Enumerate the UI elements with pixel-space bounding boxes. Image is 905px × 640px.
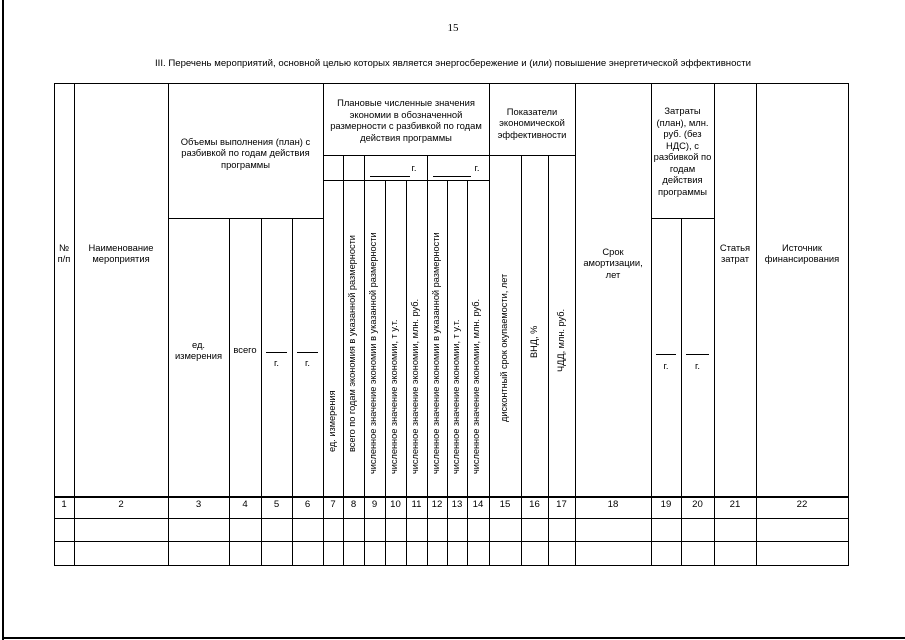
table-numbers-top-double xyxy=(54,497,849,498)
header-total: всего xyxy=(233,344,257,356)
header-savings-tut-a: численное значение экономии, т у.т. xyxy=(389,319,399,474)
header-savings-unit: ед. измерения xyxy=(327,390,337,452)
table-row-line xyxy=(54,518,849,519)
header-costs-year-1: г. xyxy=(663,360,669,372)
header-irr: ВНД, % xyxy=(529,325,539,358)
table-top-border xyxy=(54,83,849,84)
savings-group-line xyxy=(323,155,490,156)
header-npv: ЧДД, млн. руб. xyxy=(556,308,566,372)
header-name: Наименование мероприятия xyxy=(88,241,154,264)
year-blank xyxy=(433,176,471,177)
column-number: 7 xyxy=(330,499,336,510)
table-vline xyxy=(229,218,230,565)
column-number: 11 xyxy=(411,499,422,510)
column-number: 21 xyxy=(729,499,741,510)
header-savings-tut-b: численное значение экономии, т у.т. xyxy=(451,319,461,474)
column-number: 10 xyxy=(390,499,401,510)
column-number: 4 xyxy=(242,499,248,510)
document-title: III. Перечень мероприятий, основной целью которых является энергосбережение и (или) повышение энергетической эффективности xyxy=(155,58,751,69)
column-number: 6 xyxy=(304,499,311,510)
column-number: 5 xyxy=(273,499,280,510)
table-vline xyxy=(323,83,324,565)
header-year-2: г. xyxy=(305,357,310,369)
header-volumes-group: Объемы выполнения (план) с разбивкой по годам действия программы xyxy=(180,135,311,170)
header-efficiency-group: Показатели экономической эффективности xyxy=(497,105,567,140)
header-unit: ед. измерения xyxy=(174,338,223,361)
header-savings-year-a: г. xyxy=(411,162,417,174)
column-number: 9 xyxy=(371,499,378,510)
header-savings-rub-b: численное значение экономии, млн. руб. xyxy=(471,298,481,474)
header-num: № п/п xyxy=(57,241,71,264)
table-vline xyxy=(651,83,652,565)
table-vline xyxy=(292,218,293,565)
header-amortization: Срок амортизации, лет xyxy=(583,245,643,280)
header-savings-year-b: г. xyxy=(474,162,480,174)
page-frame-left xyxy=(2,0,4,640)
column-number: 20 xyxy=(692,499,703,510)
column-number: 1 xyxy=(61,499,67,510)
table-vline xyxy=(575,83,576,565)
header-discount-payback: дисконтный срок окупаемости, лет xyxy=(499,273,509,422)
volumes-group-line xyxy=(168,218,324,219)
header-costs-group: Затраты (план), млн. руб. (без НДС), с разбивкой по годам действия программы xyxy=(653,105,712,197)
table-vline xyxy=(261,218,262,565)
header-savings-value-a: численное значение экономии в указанной размерности xyxy=(368,232,378,474)
header-year-1: г. xyxy=(274,357,279,369)
column-number: 18 xyxy=(607,499,619,510)
column-number: 19 xyxy=(660,499,672,510)
table-vline xyxy=(681,218,682,565)
header-savings-value-b: численное значение экономии в указанной размерности xyxy=(431,232,441,474)
table-vline xyxy=(54,83,55,565)
header-costs-year-2: г. xyxy=(695,360,700,372)
column-number: 2 xyxy=(118,499,124,510)
column-number: 16 xyxy=(529,499,540,510)
table-vline xyxy=(168,83,169,565)
header-funding-source: Источник финансирования xyxy=(764,241,840,264)
column-number: 3 xyxy=(195,499,202,510)
column-number: 8 xyxy=(350,499,357,510)
column-number: 15 xyxy=(499,499,511,510)
column-number: 22 xyxy=(796,499,808,510)
header-savings-rub-a: численное значение экономии, млн. руб. xyxy=(410,298,420,474)
table-vline xyxy=(756,83,757,565)
header-cost-item: Статья затрат xyxy=(719,241,751,264)
column-number: 17 xyxy=(556,499,567,510)
table-vline xyxy=(848,83,849,565)
table-vline xyxy=(489,83,490,565)
page-number: 15 xyxy=(447,22,459,34)
page-frame-bottom xyxy=(2,637,905,639)
year-blank xyxy=(370,176,410,177)
table-vline xyxy=(714,83,715,565)
table-vline xyxy=(74,83,75,565)
column-number: 12 xyxy=(431,499,443,510)
column-number: 13 xyxy=(451,499,463,510)
table-bottom-border xyxy=(54,565,849,566)
column-number: 14 xyxy=(472,499,484,510)
header-savings-total: всего по годам экономия в указанной размерности xyxy=(347,235,357,452)
table-row-line xyxy=(54,541,849,542)
efficiency-group-line xyxy=(489,155,576,156)
costs-group-line xyxy=(651,218,715,219)
header-savings-group: Плановые численные значения экономии в обозначенной размерности с разбивкой по годам действия программы xyxy=(330,97,482,143)
